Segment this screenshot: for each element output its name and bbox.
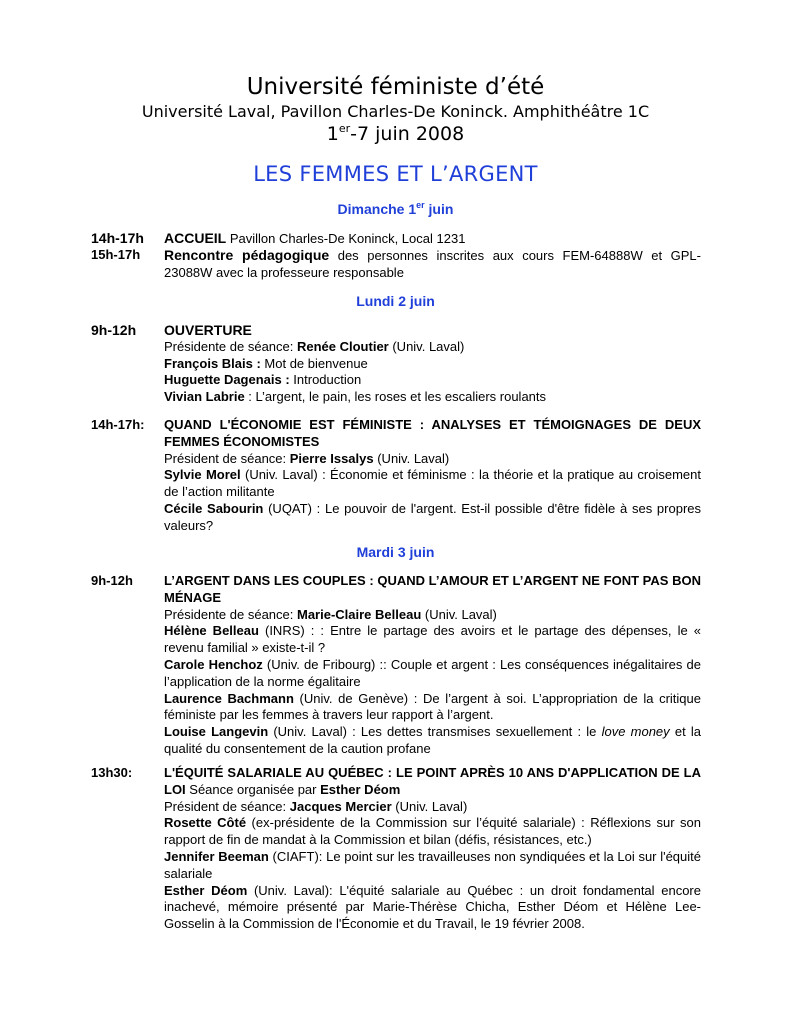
speaker-entry bbox=[164, 372, 701, 389]
session-chair bbox=[164, 799, 701, 816]
speaker-entry bbox=[164, 389, 701, 406]
speaker-name: Sylvie Morel bbox=[164, 467, 241, 483]
chair-affiliation: (Univ. Laval) bbox=[388, 338, 465, 354]
speaker-entry bbox=[164, 883, 701, 933]
speaker-topic: (Univ. de Genève) : De l’argent à soi. L’appropriation de la critique féministe par les femmes à travers leur rapport à l’argent. bbox=[164, 690, 701, 723]
sunday-session-rencontre bbox=[91, 247, 701, 282]
speaker-topic: (INRS) : : Entre le partage des avoirs et le partage des dépenses, le « revenu familial » existe-t-il ? bbox=[164, 623, 701, 656]
speaker-entry bbox=[164, 815, 701, 849]
chair-affiliation: (Univ. Laval) bbox=[391, 798, 468, 814]
monday-session-ouverture bbox=[91, 322, 701, 406]
speaker-entry bbox=[164, 657, 701, 691]
speaker-name: François Blais : bbox=[164, 355, 265, 371]
session-text: Pavillon Charles-De Koninck, Local 1231 bbox=[226, 231, 466, 246]
speaker-topic: Mot de bienvenue bbox=[264, 355, 368, 371]
speaker-topic: Introduction bbox=[293, 372, 362, 388]
page-subtitle: Université Laval, Pavillon Charles-De Koninck. Amphithéâtre 1C bbox=[141, 102, 650, 121]
organizer-name: Esther Déom bbox=[320, 781, 401, 797]
session-title-text: L'ÉQUITÉ SALARIALE AU QUÉBEC : LE POINT APRÈS 10 ANS D'APPLICATION DE LA LOI bbox=[164, 765, 701, 797]
sunday-prefix: Dimanche 1 bbox=[337, 201, 417, 217]
chair-name: Marie-Claire Belleau bbox=[296, 606, 422, 622]
chair-label: Présidente de séance: bbox=[164, 338, 297, 354]
date-prefix: 1 bbox=[326, 123, 339, 145]
speaker-name: Jennifer Beeman bbox=[164, 848, 269, 864]
chair-label: Président de séance: bbox=[164, 798, 290, 814]
session-title: QUAND L'ÉCONOMIE EST FÉMINISTE : ANALYSES ET TÉMOIGNAGES DE DEUX FEMMES ÉCONOMISTES bbox=[164, 417, 701, 449]
speaker-topic: (UQAT) : Le pouvoir de l'argent. Est-il possible d'être fidèle à ses propres valeurs? bbox=[164, 500, 701, 533]
chair-label: Président de séance: bbox=[164, 450, 290, 466]
session-title: OUVERTURE bbox=[164, 322, 252, 338]
speaker-name: Cécile Sabourin bbox=[164, 500, 264, 516]
page-title: Université féministe d’été bbox=[246, 74, 545, 100]
speaker-topic: (Univ. Laval) : Les dettes transmises sexuellement : le bbox=[268, 724, 602, 740]
speaker-entry bbox=[164, 724, 701, 758]
speaker-entry bbox=[164, 849, 701, 883]
speaker-name: Hélène Belleau bbox=[164, 623, 259, 639]
date-rest: -7 juin 2008 bbox=[350, 123, 465, 145]
speaker-entry bbox=[164, 691, 701, 725]
session-title: ACCUEIL bbox=[164, 230, 227, 246]
session-chair bbox=[164, 607, 701, 624]
event-dates bbox=[0, 122, 791, 145]
speaker-name: Louise Langevin bbox=[164, 724, 269, 740]
tuesday-session-equite bbox=[91, 765, 701, 933]
speaker-topic: (CIAFT): Le point sur les travailleuses non syndiquées et la Loi sur l'équité salariale bbox=[164, 848, 701, 881]
session-chair bbox=[164, 339, 701, 356]
session-text: des personnes inscrites aux cours FEM-64888W et GPL-23088W avec la professeure responsable bbox=[164, 248, 701, 280]
speaker-name: Vivian Labrie bbox=[164, 389, 245, 405]
organizer-label: Séance organisée par bbox=[185, 781, 321, 797]
session-title bbox=[164, 765, 701, 799]
chair-affiliation: (Univ. Laval) bbox=[421, 606, 497, 622]
sunday-sup: er bbox=[416, 200, 425, 210]
speaker-name: Huguette Dagenais : bbox=[164, 372, 294, 388]
date-sup: er bbox=[338, 122, 351, 135]
sunday-session-accueil bbox=[91, 230, 701, 248]
sunday-suffix: juin bbox=[424, 201, 454, 217]
speaker-topic: (Univ. Laval): L'équité salariale au Québec : un droit fondamental encore inachevé, mémoire présenté par Marie-Thérèse Chicha, Esther Déom et Hélène Lee-Gosselin à la Commission de l'Économie et du Travail, le 19 février 2008. bbox=[164, 882, 701, 932]
speaker-name: Esther Déom bbox=[164, 882, 248, 898]
speaker-name: Rosette Côté bbox=[164, 815, 247, 831]
chair-affiliation: (Univ. Laval) bbox=[373, 450, 450, 466]
speaker-entry bbox=[164, 467, 701, 501]
speaker-topic: (ex-présidente de la Commission sur l’équité salariale) : Réflexions sur son rapport de fin de mandat à la Commission et bilan (défis, résistances, etc.) bbox=[164, 815, 701, 848]
session-time: 14h-17h: bbox=[91, 417, 145, 432]
speaker-name: Carole Henchoz bbox=[164, 656, 263, 672]
speaker-name: Laurence Bachmann bbox=[164, 690, 294, 706]
session-time: 9h-12h bbox=[91, 322, 137, 338]
chair-label: Présidente de séance: bbox=[164, 606, 297, 622]
session-chair bbox=[164, 451, 701, 468]
speaker-entry bbox=[164, 501, 701, 535]
speaker-topic: (Univ. de Fribourg) :: Couple et argent : Les conséquences inégalitaires de l’application de la norme égalitaire bbox=[164, 656, 702, 689]
speaker-topic: (Univ. Laval) : Économie et féminisme : la théorie et la pratique au croisement de l’action militante bbox=[164, 467, 701, 500]
speaker-topic: et la qualité du consentement de la caution profane bbox=[164, 724, 702, 756]
chair-name: Pierre Issalys bbox=[289, 450, 374, 466]
speaker-topic: : L’argent, le pain, les roses et les escaliers roulants bbox=[244, 389, 547, 405]
session-time: 9h-12h bbox=[91, 573, 133, 588]
session-title: Rencontre pédagogique bbox=[164, 247, 330, 263]
speaker-topic-emphasis: love money bbox=[601, 724, 670, 740]
session-time: 15h-17h bbox=[91, 247, 141, 262]
session-time: 13h30: bbox=[91, 765, 133, 780]
day-heading-sunday bbox=[0, 200, 791, 217]
speaker-entry bbox=[164, 623, 701, 657]
chair-name: Jacques Mercier bbox=[289, 798, 392, 814]
session-title: L’ARGENT DANS LES COUPLES : QUAND L’AMOUR ET L’ARGENT NE FONT PAS BON MÉNAGE bbox=[164, 573, 701, 605]
tuesday-session-couples bbox=[91, 573, 701, 758]
day-heading-monday: Lundi 2 juin bbox=[356, 293, 435, 309]
day-heading-tuesday: Mardi 3 juin bbox=[356, 544, 435, 560]
chair-name: Renée Cloutier bbox=[296, 338, 389, 354]
monday-session-economie bbox=[91, 417, 701, 535]
speaker-entry bbox=[164, 356, 701, 373]
theme-heading: LES FEMMES ET L’ARGENT bbox=[253, 162, 538, 186]
session-time: 14h-17h bbox=[91, 230, 144, 246]
